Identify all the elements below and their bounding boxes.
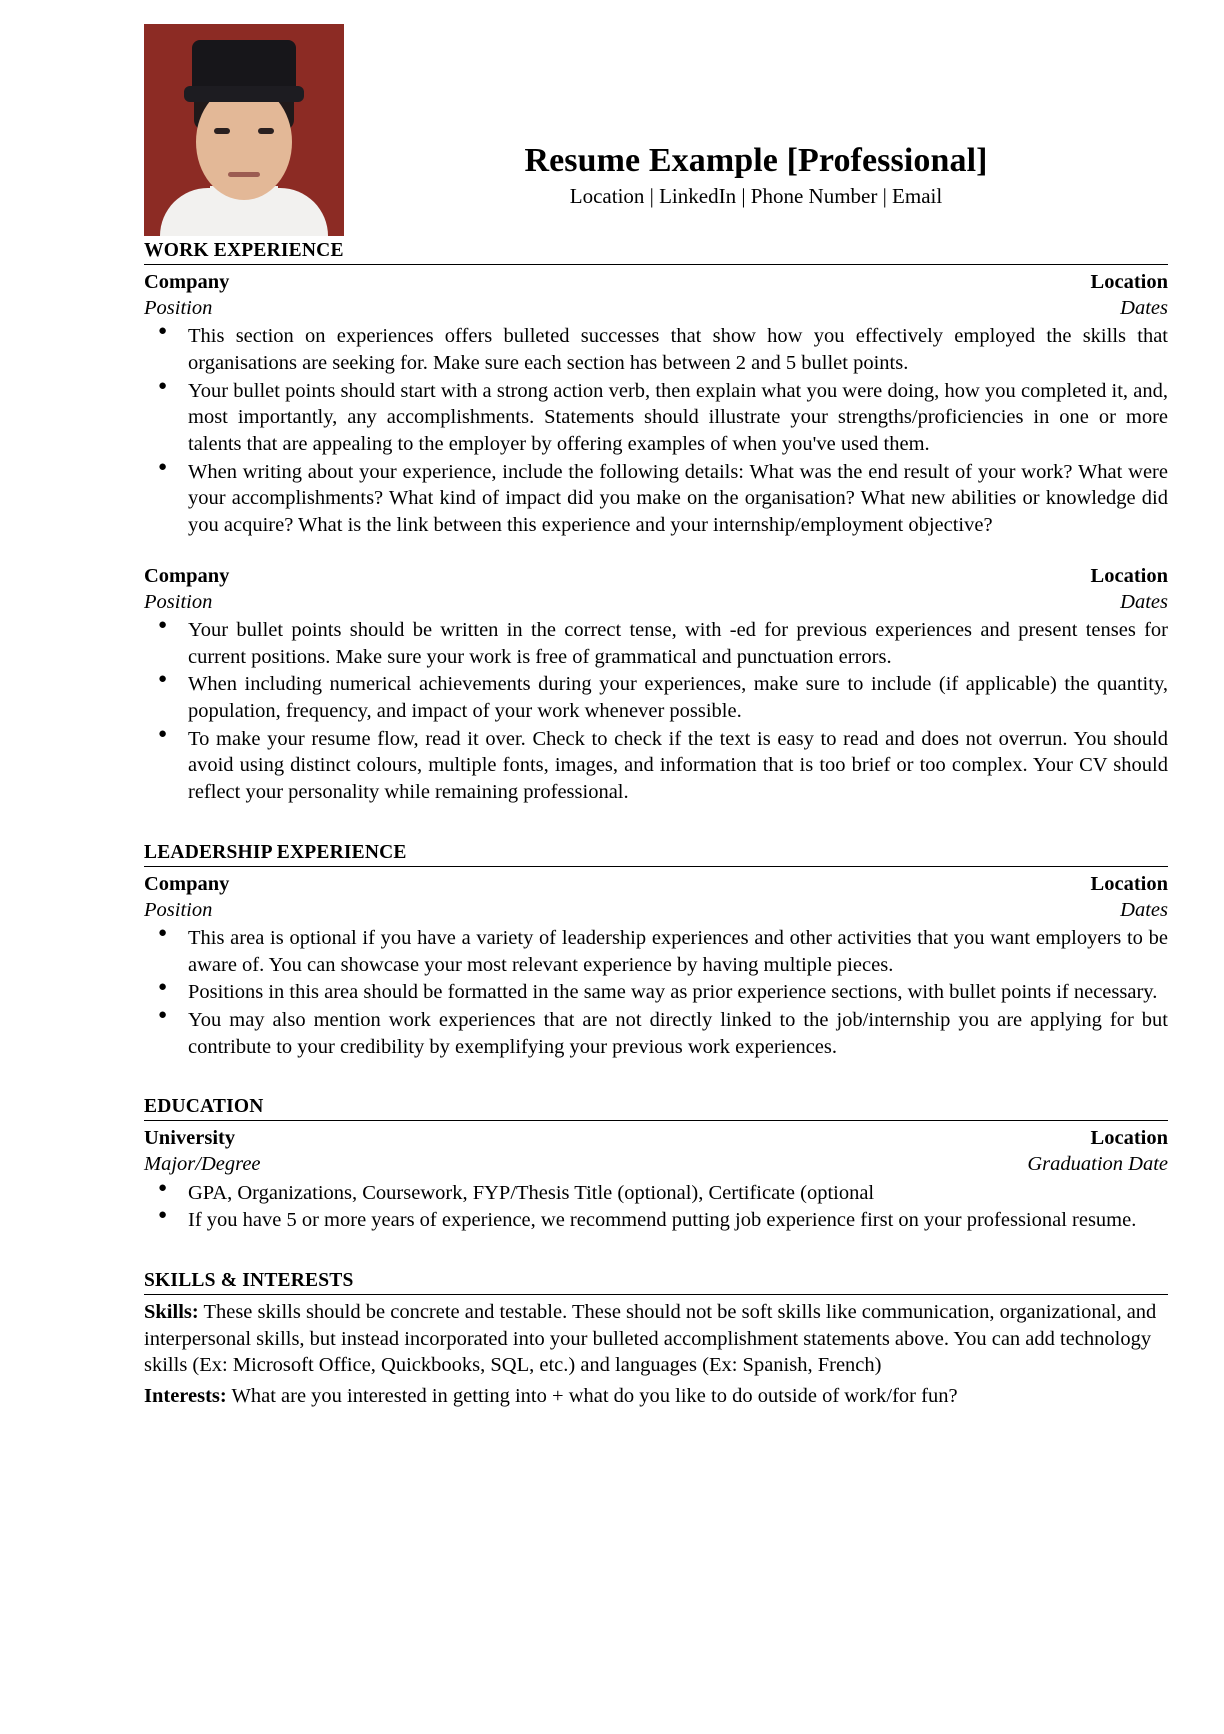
spacer (144, 808, 1168, 830)
entry-location: Location (1090, 1127, 1168, 1150)
interests-label: Interests: (144, 1384, 227, 1407)
interests-paragraph (144, 1383, 1168, 1410)
photo-hat (192, 40, 296, 94)
entry-location: Location (1090, 872, 1168, 895)
bullet-item: ● This section on experiences offers bulleted successes that show how you effectively employed the skills that organisations are seeking for. Make sure each section has between 2 and 5 bullet points. (144, 323, 1168, 376)
section-education (144, 1096, 1168, 1234)
title-block (344, 142, 1168, 209)
bullet-item: ● Positions in this area should be formatted in the same way as prior experience sections, with bullet points if necessary. (144, 979, 1168, 1006)
entry-organization: Company (144, 271, 230, 293)
experience-entry (144, 563, 1168, 806)
spacer (144, 1236, 1168, 1258)
bullet-item: ● When writing about your experience, include the following details: What was the end result of your work? What were your accomplishments? What kind of impact did you make on the organisation? What new abilities or knowledge did you acquire? What is the link between this experience and your internship/employment objective? (144, 459, 1168, 539)
spacer (144, 541, 1168, 563)
bullet-item: ● Your bullet points should be written in the correct tense, with -ed for previous experiences and present tenses for current positions. Make sure your work is free of grammatical and punctuation errors. (144, 617, 1168, 670)
photo-eye-left (214, 128, 230, 134)
bullet-item: ● This area is optional if you have a variety of leadership experiences and other activities that you want employers to be aware of. You can showcase your most relevant experience by having multiple pieces. (144, 925, 1168, 978)
experience-entry (144, 871, 1168, 1061)
interests-text: What are you interested in getting into + what do you like to do outside of work/for fun? (226, 1384, 958, 1407)
bullet-item: ● Your bullet points should start with a strong action verb, then explain what you were doing, how you completed it, and, most importantly, any accomplishments. Statements should illustrate your strengths/proficiencies in one or more talents that are appealing to the employer by offering examples of when you've used them. (144, 378, 1168, 458)
entry-dates: Dates (1120, 297, 1168, 320)
section-leadership-experience (144, 842, 1168, 1061)
entry-organization: University (144, 1127, 236, 1150)
photo-eye-right (258, 128, 274, 134)
entry-dates: Dates (1120, 590, 1168, 613)
skills-label: Skills: (144, 1300, 199, 1323)
experience-entry (144, 269, 1168, 539)
spacer (144, 1062, 1168, 1084)
entry-dates: Dates (1120, 898, 1168, 921)
entry-location: Location (1090, 271, 1168, 293)
entry-position: Position (144, 590, 213, 613)
photo-mouth (228, 172, 260, 177)
contact-line: Location | LinkedIn | Phone Number | Email (569, 184, 943, 209)
bullet-item: ● When including numerical achievements during your experiences, make sure to include (if applicable) the quantity, population, frequency, and impact of your work whenever possible. (144, 671, 1168, 724)
section-divider (144, 866, 1168, 867)
entry-position: Position (144, 898, 213, 921)
section-skills-interests (144, 1270, 1168, 1410)
entry-position: Position (144, 297, 213, 320)
section-divider (144, 1294, 1168, 1295)
entry-bullets (144, 1180, 1168, 1234)
entry-dates: Graduation Date (1027, 1153, 1168, 1176)
section-heading: EDUCATION (144, 1096, 264, 1118)
section-heading: LEADERSHIP EXPERIENCE (144, 841, 407, 863)
page-title: Resume Example [Professional] (524, 142, 988, 179)
entry-bullets (144, 323, 1168, 538)
entry-location: Location (1090, 564, 1168, 587)
section-divider (144, 264, 1168, 265)
section-heading: SKILLS & INTERESTS (144, 1269, 354, 1291)
resume-header (144, 18, 1168, 228)
skills-paragraph (144, 1299, 1168, 1379)
skills-text: These skills should be concrete and testable. These should not be soft skills like communication, organizational, and interpersonal skills, but instead incorporated into your bulleted accomplishment statements above. You can add technology skills (Ex: Microsoft Office, Quickbooks, SQL, etc.) and languages (Ex: Spanish, French) (144, 1300, 1157, 1377)
education-entry (144, 1125, 1168, 1234)
entry-organization: Company (144, 564, 230, 587)
section-divider (144, 1120, 1168, 1121)
section-work-experience (144, 240, 1168, 806)
entry-position: Major/Degree (144, 1153, 261, 1176)
bullet-item: ● If you have 5 or more years of experience, we recommend putting job experience first on your professional resume. (144, 1207, 1168, 1234)
entry-organization: Company (144, 872, 230, 895)
bullet-item: ● You may also mention work experiences that are not directly linked to the job/internship you are applying for but contribute to your credibility by exemplifying your previous work experiences. (144, 1007, 1168, 1060)
entry-bullets (144, 925, 1168, 1060)
portrait-photo (144, 24, 344, 236)
bullet-item: ● To make your resume flow, read it over. Check to check if the text is easy to read and does not overrun. You should avoid using distinct colours, multiple fonts, images, and information that is too brief or too complex. Your CV should reflect your personality while remaining professional. (144, 726, 1168, 806)
bullet-item: ● GPA, Organizations, Coursework, FYP/Thesis Title (optional), Certificate (optional (144, 1180, 1168, 1207)
section-heading: WORK EXPERIENCE (144, 240, 344, 261)
entry-bullets (144, 617, 1168, 805)
